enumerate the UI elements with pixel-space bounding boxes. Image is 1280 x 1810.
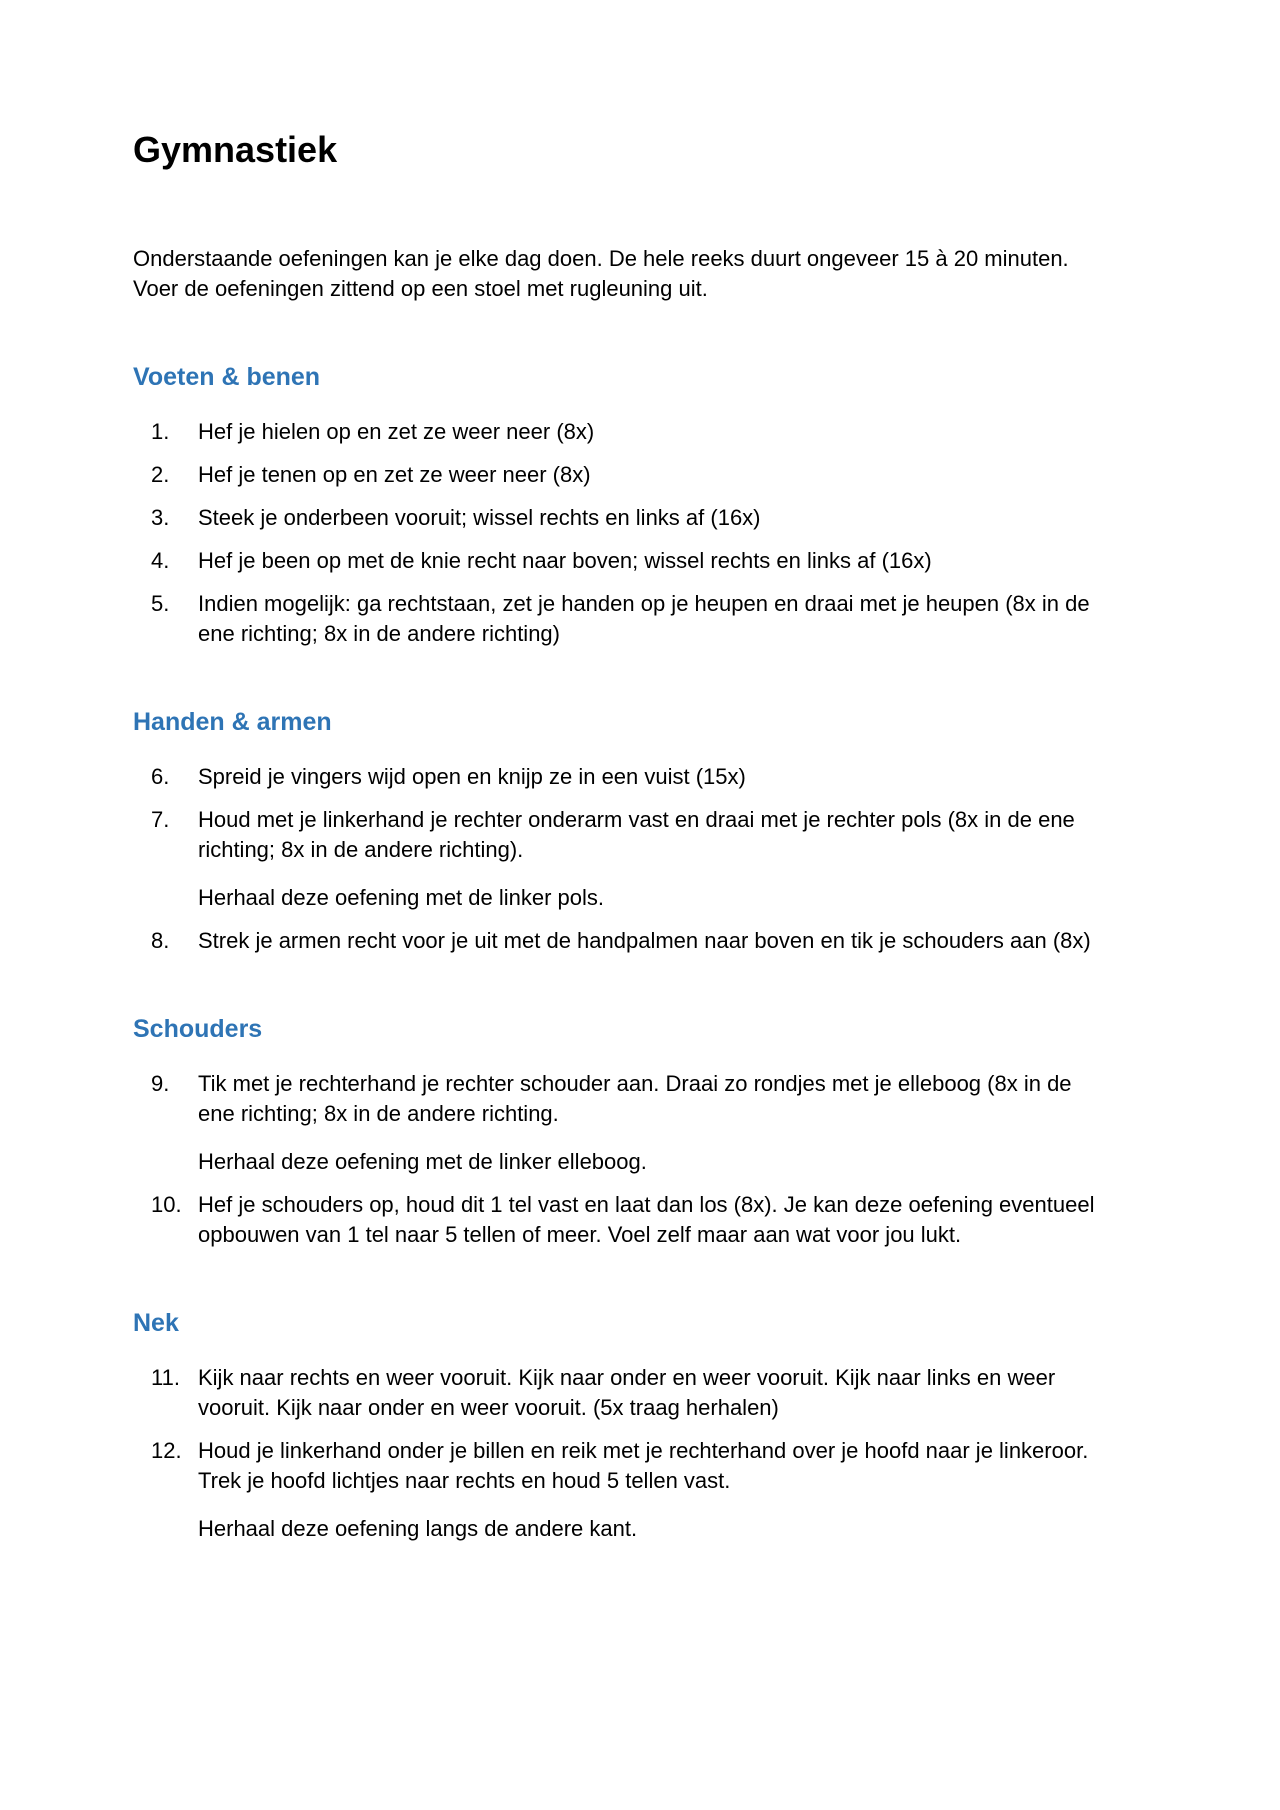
list-item <box>133 805 1113 865</box>
exercise-list-nek <box>133 1363 1113 1544</box>
item-text: Hef je schouders op, houd dit 1 tel vast en laat dan los (8x). Je kan deze oefening eventueel opbouwen van 1 tel naar 5 tellen of meer. Voel zelf maar aan wat voor jou lukt. <box>198 1192 1095 1247</box>
item-text: Houd je linkerhand onder je billen en reik met je rechterhand over je hoofd naar je linkeroor. Trek je hoofd lichtjes naar rechts en houd 5 tellen vast. <box>198 1438 1089 1493</box>
item-text: Kijk naar rechts en weer vooruit. Kijk naar onder en weer vooruit. Kijk naar links en weer vooruit. Kijk naar onder en weer vooruit. (5x traag herhalen) <box>198 1365 1056 1420</box>
item-number: 7. <box>151 807 170 832</box>
item-number: 12. <box>151 1438 182 1463</box>
list-item <box>133 1436 1113 1496</box>
list-item <box>133 1069 1113 1129</box>
item-number: 1. <box>151 419 170 444</box>
item-text: Strek je armen recht voor je uit met de handpalmen naar boven en tik je schouders aan (8x) <box>198 928 1091 953</box>
item-note: Herhaal deze oefening met de linker elleboog. <box>198 1149 647 1174</box>
list-item <box>133 546 1113 576</box>
section-heading-nek: Nek <box>133 1309 179 1337</box>
list-item <box>133 417 1113 447</box>
item-text: Hef je been op met de knie recht naar boven; wissel rechts en links af (16x) <box>198 548 932 573</box>
item-text: Hef je hielen op en zet ze weer neer (8x) <box>198 419 595 444</box>
exercise-list-handen-armen <box>133 762 1113 956</box>
section-heading-schouders: Schouders <box>133 1015 263 1043</box>
page-title: Gymnastiek <box>133 129 338 170</box>
item-number: 9. <box>151 1071 170 1096</box>
list-item <box>133 589 1113 649</box>
item-text: Steek je onderbeen vooruit; wissel rechts en links af (16x) <box>198 505 761 530</box>
item-text: Tik met je rechterhand je rechter schouder aan. Draai zo rondjes met je elleboog (8x in de ene richting; 8x in de andere richting. <box>198 1071 1072 1126</box>
section-heading-voeten-benen: Voeten & benen <box>133 363 321 391</box>
item-text: Houd met je linkerhand je rechter onderarm vast en draai met je rechter pols (8x in de ene richting; 8x in de andere richting). <box>198 807 1075 862</box>
item-number: 5. <box>151 591 170 616</box>
item-number: 11. <box>151 1365 180 1390</box>
section-heading-handen-armen: Handen & armen <box>133 708 332 736</box>
list-item <box>133 762 1113 792</box>
list-item <box>133 1363 1113 1423</box>
item-text: Spreid je vingers wijd open en knijp ze in een vuist (15x) <box>198 764 746 789</box>
item-number: 4. <box>151 548 170 573</box>
intro-paragraph: Onderstaande oefeningen kan je elke dag doen. De hele reeks duurt ongeveer 15 à 20 minuten. Voer de oefeningen zittend op een stoel met rugleuning uit. <box>133 246 1069 301</box>
list-item <box>133 503 1113 533</box>
exercise-list-voeten-benen <box>133 417 1113 649</box>
item-number: 3. <box>151 505 170 530</box>
item-text: Hef je tenen op en zet ze weer neer (8x) <box>198 462 591 487</box>
list-item <box>133 926 1113 956</box>
item-note: Herhaal deze oefening langs de andere kant. <box>198 1516 638 1541</box>
item-number: 8. <box>151 928 170 953</box>
item-number: 2. <box>151 462 170 487</box>
item-number: 10. <box>151 1192 182 1217</box>
item-note: Herhaal deze oefening met de linker pols. <box>198 885 605 910</box>
list-item <box>133 1190 1113 1250</box>
exercise-list-schouders <box>133 1069 1113 1250</box>
list-item <box>133 460 1113 490</box>
item-number: 6. <box>151 764 170 789</box>
item-text: Indien mogelijk: ga rechtstaan, zet je handen op je heupen en draai met je heupen (8x in de ene richting; 8x in de andere richting) <box>198 591 1090 646</box>
